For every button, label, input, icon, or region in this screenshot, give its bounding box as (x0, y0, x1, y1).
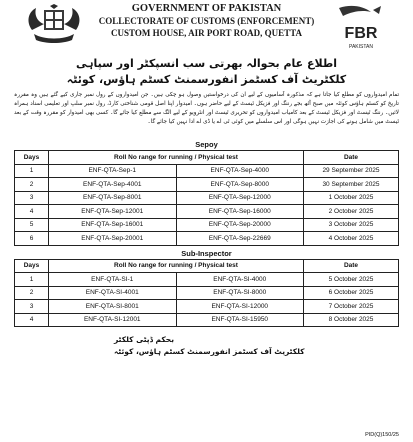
table-row (15, 205, 399, 219)
cell-roll-from: ENF-QTA-Sep-1 (49, 164, 177, 178)
cell-roll-from: ENF-QTA-Sep-12001 (49, 205, 177, 219)
cell-day: 5 (15, 218, 49, 232)
table-row (15, 178, 399, 192)
table-row (15, 273, 399, 287)
cell-roll-to: ENF-QTA-Sep-4000 (176, 164, 304, 178)
urdu-notice-paragraph: تمام امیدواروں کو مطلع کیا جاتا ہے کہ مذکورہ آسامیوں کے لیے ان کی درخواستیں وصول ہو چکی ہیں۔ جن امیدواروں کے رول نمبر جاری کیے گئے ہیں وہ مقررہ تاریخ کو کسٹم ہاؤس کوئٹہ میں صبح آٹھ بجے رننگ اور فزیکل ٹیسٹ کے لیے حاضر ہوں۔ امیدوار اپنا اصل قومی شناختی کارڈ، رول نمبر سلپ اور تعلیمی اسناد ہمراہ لائیں۔ رننگ ٹیسٹ اور فزیکل ٹیسٹ کے بعد کامیاب امیدواروں کو تحریری ٹیسٹ اور انٹرویو کے لیے الگ سے مطلع کیا جائے گا۔ کسی بھی امیدوار کو مقررہ وقت کے بعد ٹیسٹ میں شامل ہونے کی اجازت نہیں ہوگی اور اس سلسلے میں کوئی ٹی اے یا ڈی اے ادا نہیں کیا جائے گا۔ (14, 92, 399, 125)
cell-day: 1 (15, 273, 49, 287)
column-header-roll-range: Roll No range for running / Physical test (49, 259, 304, 273)
cell-roll-from: ENF-QTA-Sep-16001 (49, 218, 177, 232)
column-header-days: Days (15, 151, 49, 165)
cell-roll-to: ENF-QTA-Sep-8000 (176, 178, 304, 192)
cell-date: 1 October 2025 (304, 191, 399, 205)
cell-date: 30 September 2025 (304, 178, 399, 192)
table-row (15, 313, 399, 327)
cell-roll-from: ENF-QTA-SI-4001 (49, 286, 177, 300)
pid-number: PID(Q)150/25 (365, 432, 399, 438)
cell-roll-from: ENF-QTA-SI-8001 (49, 300, 177, 314)
cell-day: 3 (15, 191, 49, 205)
cell-day: 3 (15, 300, 49, 314)
cell-date: 8 October 2025 (304, 313, 399, 327)
sub-inspector-section-title: Sub-Inspector (181, 248, 232, 258)
cell-day: 4 (15, 313, 49, 327)
cell-date: 2 October 2025 (304, 205, 399, 219)
header-line-government: GOVERNMENT OF PAKISTAN (131, 3, 282, 14)
cell-roll-from: ENF-QTA-SI-1 (49, 273, 177, 287)
fbr-logo-text: FBR (344, 25, 378, 42)
column-header-roll-range: Roll No range for running / Physical test (49, 151, 304, 165)
column-header-date: Date (304, 151, 399, 165)
table-row (15, 218, 399, 232)
sub-inspector-table-header-row (15, 259, 399, 273)
cell-roll-from: ENF-QTA-Sep-8001 (49, 191, 177, 205)
cell-day: 2 (15, 178, 49, 192)
column-header-date: Date (304, 259, 399, 273)
cell-roll-from: ENF-QTA-SI-12001 (49, 313, 177, 327)
cell-roll-to: ENF-QTA-Sep-12000 (176, 191, 304, 205)
urdu-title-recruitment: اطلاع عام بحوالہ بھرتی سب انسپکٹر اور سپاہی (75, 57, 338, 70)
header-line-collectorate: COLLECTORATE OF CUSTOMS (ENFORCEMENT) (98, 16, 315, 26)
table-row (15, 191, 399, 205)
sub-inspector-table (14, 259, 399, 328)
cell-date: 7 October 2025 (304, 300, 399, 314)
cell-date: 4 October 2025 (304, 232, 399, 246)
table-row (15, 232, 399, 246)
footer-signature (14, 334, 399, 366)
urdu-title-collectorate: کلکٹریٹ آف کسٹمز انفورسمنٹ کسٹم ہاؤس، کوئٹہ (66, 73, 347, 86)
table-row (15, 286, 399, 300)
cell-roll-to: ENF-QTA-Sep-22669 (176, 232, 304, 246)
table-row (15, 300, 399, 314)
footer-order-line: بحکم ڈپٹی کلکٹر (114, 335, 175, 344)
cell-date: 5 October 2025 (304, 273, 399, 287)
cell-roll-to: ENF-QTA-SI-4000 (176, 273, 304, 287)
cell-day: 1 (15, 164, 49, 178)
pakistan-emblem-icon (24, 4, 84, 46)
cell-day: 2 (15, 286, 49, 300)
footer-collectorate-line: کلکٹریٹ آف کسٹمز انفورسمنٹ کسٹم ہاؤس، کوئٹہ (114, 347, 305, 356)
cell-roll-to: ENF-QTA-SI-15950 (176, 313, 304, 327)
header (14, 0, 399, 52)
sepoy-section-title: Sepoy (195, 140, 218, 149)
fbr-logo-subtext: PAKISTAN (349, 44, 373, 50)
header-line-address: CUSTOM HOUSE, AIR PORT ROAD, QUETTA (111, 28, 302, 38)
cell-day: 6 (15, 232, 49, 246)
column-header-days: Days (15, 259, 49, 273)
cell-roll-from: ENF-QTA-Sep-4001 (49, 178, 177, 192)
cell-roll-to: ENF-QTA-Sep-16000 (176, 205, 304, 219)
cell-day: 4 (15, 205, 49, 219)
cell-roll-to: ENF-QTA-Sep-20000 (176, 218, 304, 232)
table-row (15, 164, 399, 178)
cell-roll-to: ENF-QTA-SI-12000 (176, 300, 304, 314)
fbr-logo-icon (333, 4, 389, 54)
cell-roll-from: ENF-QTA-Sep-20001 (49, 232, 177, 246)
sepoy-table-header-row (15, 151, 399, 165)
sepoy-table (14, 150, 399, 246)
cell-date: 6 October 2025 (304, 286, 399, 300)
cell-date: 29 September 2025 (304, 164, 399, 178)
cell-roll-to: ENF-QTA-SI-8000 (176, 286, 304, 300)
cell-date: 3 October 2025 (304, 218, 399, 232)
